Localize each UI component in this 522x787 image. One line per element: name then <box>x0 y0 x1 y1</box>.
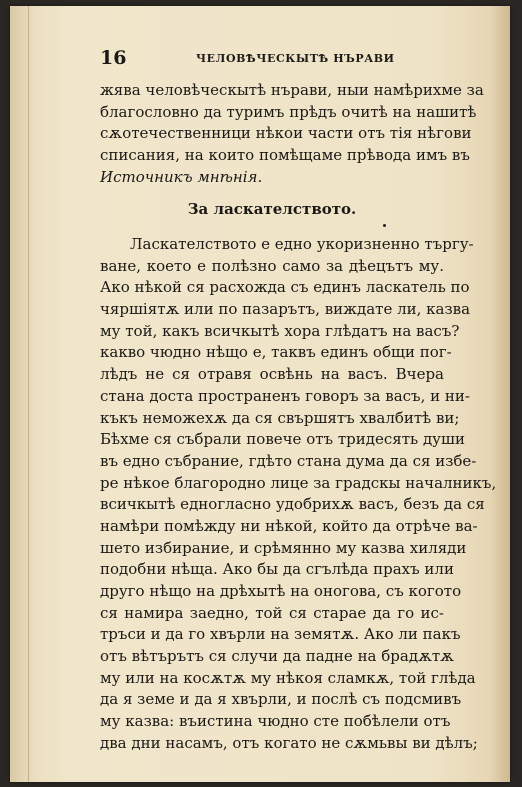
running-title: ЧЕЛОВѢЧЕСКЫТѢ НЪРАВИ <box>196 52 395 65</box>
section-line-16: подобни нѣща. Ако бы да сгълѣда прахъ или <box>100 560 454 579</box>
section-line-21: му или на косѫтѫ му нѣкоя сламкѫ, той глѣда <box>100 668 476 687</box>
section-line-18: ся намира заедно, той ся старае да го ис- <box>100 603 444 622</box>
intro-line-4: списания, на които помѣщаме прѣвода имъ въ <box>100 146 470 165</box>
section-line-20: отъ вѣтърътъ ся случи да падне на брадѫтѫ <box>100 647 454 666</box>
section-line-15: шето избирание, и срѣмянно му казва хиляди <box>100 538 467 557</box>
section-line-1: Ласкателството е едно укоризненно търгу- <box>130 235 474 253</box>
section-line-24: два дни насамъ, отъ когато не сѫмьвы ви дѣлъ; <box>100 733 478 752</box>
section-line-3: Ако нѣкой ся расхожда съ единъ ласкатель по <box>100 278 470 297</box>
section-line-6: какво чюдно нѣщо е, таквъ единъ общи пог- <box>100 343 452 362</box>
page-number: 16 <box>100 47 127 69</box>
section-paragraph <box>100 234 497 755</box>
section-line-13: всичкытѣ едногласно удобрихѫ васъ, безъ да ся <box>100 495 485 514</box>
section-line-5: му той, какъ всичкытѣ хора глѣдатъ на васъ? <box>100 321 460 340</box>
section-line-8: стана доста пространенъ говоръ за васъ, и ни- <box>100 386 470 405</box>
section-heading: За ласкателството. <box>187 200 357 218</box>
section-line-17: друго нѣщо на дрѣхытѣ на оногова, съ когото <box>100 582 462 600</box>
section-line-19: тръси и да го хвърли на земятѫ. Ако ли пакъ <box>100 625 461 644</box>
section-line-7: лѣдъ не ся отравя освѣнь на васъ. Вчера <box>100 365 444 384</box>
page-gutter-line <box>28 6 29 782</box>
section-line-22: да я земе и да я хвърли, и послѣ съ подсмивъ <box>100 690 462 709</box>
section-line-14: намѣри помѣжду ни нѣкой, който да отрѣче ва- <box>100 516 478 535</box>
intro-line-2: благословно да туримъ прѣдъ очитѣ на нашитѣ <box>100 102 477 121</box>
section-line-23: му казва: въистина чюдно сте побѣлели отъ <box>100 712 451 731</box>
section-line-4: чяршіятѫ или по пазарътъ, виждате ли, казва <box>100 300 471 319</box>
section-line-2: ване, което е полѣзно само за дѣецътъ му. <box>100 256 444 275</box>
intro-line-1: жява человѣческытѣ нърави, ныи намѣрихме за <box>100 81 484 99</box>
ink-speck <box>383 224 386 227</box>
section-line-9: къкъ неможехѫ да ся свършятъ хвалбитѣ ви; <box>100 408 460 427</box>
intro-line-5 <box>100 167 444 189</box>
intro-paragraph <box>100 80 484 188</box>
section-line-10: Бѣхме ся събрали повече отъ тридесять души <box>100 430 465 449</box>
intro-line-3: сѫотечественници нѣкои части отъ тія нѣгови <box>100 124 472 143</box>
italic-source-title: Источникъ мнѣнія. <box>100 167 263 186</box>
section-line-12: ре нѣкое благородно лице за градскы началникъ, <box>100 473 497 492</box>
section-line-11: въ едно събрание, гдѣто стана дума да ся избе- <box>100 451 477 470</box>
